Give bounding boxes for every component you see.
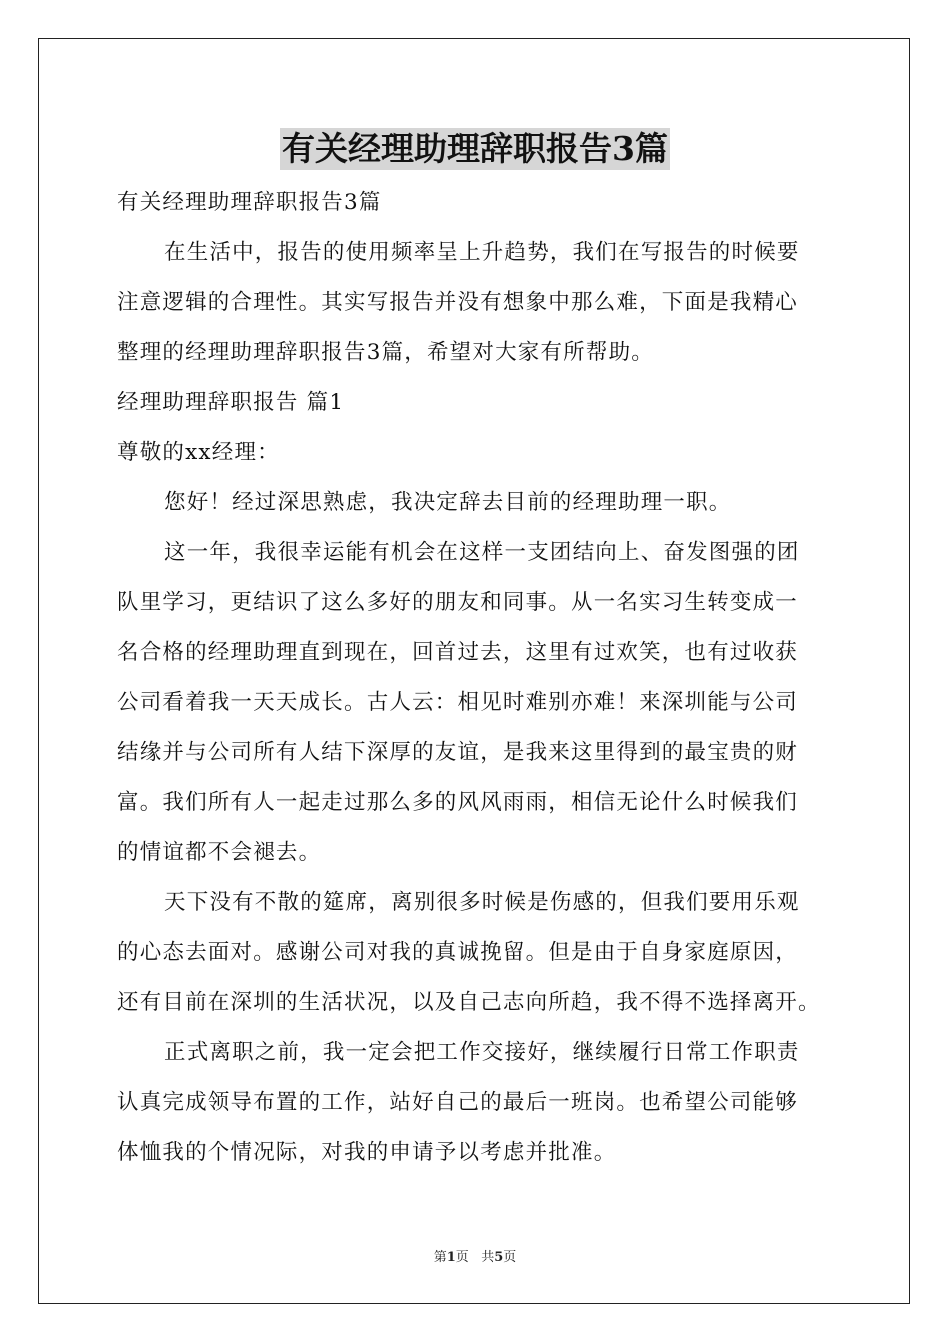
body-line: 还有目前在深圳的生活状况，以及自己志向所趋，我不得不选择离开。 [117, 990, 821, 1015]
body-line: 尊敬的xx经理： [117, 440, 280, 465]
footer-total-prefix: 共 [481, 1250, 495, 1265]
body-line: 的心态去面对。感谢公司对我的真诚挽留。但是由于自身家庭原因， [117, 940, 799, 965]
page-footer [0, 1246, 950, 1265]
body-line: 富。我们所有人一起走过那么多的风风雨雨，相信无论什么时候我们 [117, 790, 799, 815]
body-line: 经理助理辞职报告 篇1 [117, 390, 345, 415]
body-line: 您好！经过深思熟虑，我决定辞去目前的经理助理一职。 [164, 490, 732, 515]
body-line: 公司看着我一天天成长。古人云：相见时难别亦难！来深圳能与公司 [117, 690, 799, 715]
title-container [0, 128, 950, 170]
document-body [117, 178, 837, 1178]
body-line: 在生活中，报告的使用频率呈上升趋势，我们在写报告的时候要 [164, 240, 800, 265]
body-line: 结缘并与公司所有人结下深厚的友谊，是我来这里得到的最宝贵的财 [117, 740, 799, 765]
body-line: 这一年，我很幸运能有机会在这样一支团结向上、奋发图强的团 [164, 540, 800, 565]
body-line: 正式离职之前，我一定会把工作交接好，继续履行日常工作职责 [164, 1040, 800, 1065]
footer-page-prefix: 第 [433, 1250, 447, 1265]
body-line: 队里学习，更结识了这么多好的朋友和同事。从一名实习生转变成一 [117, 590, 799, 615]
body-line: 注意逻辑的合理性。其实写报告并没有想象中那么难，下面是我精心 [117, 290, 799, 315]
footer-total-suffix: 页 [503, 1250, 517, 1265]
footer-total-pages: 5 [494, 1250, 504, 1265]
body-line: 名合格的经理助理直到现在，回首过去，这里有过欢笑，也有过收获 [117, 640, 799, 665]
body-line: 的情谊都不会褪去。 [117, 840, 322, 865]
document-title: 有关经理助理辞职报告3篇 [282, 129, 668, 168]
body-line: 认真完成领导布置的工作，站好自己的最后一班岗。也希望公司能够 [117, 1090, 799, 1115]
body-line: 天下没有不散的筵席，离别很多时候是伤感的，但我们要用乐观 [164, 890, 800, 915]
footer-page-number: 1 [446, 1250, 456, 1265]
footer-page-suffix: 页 [455, 1250, 469, 1265]
body-line: 整理的经理助理辞职报告3篇，希望对大家有所帮助。 [117, 340, 654, 365]
body-line: 体恤我的个情况际，对我的申请予以考虑并批准。 [117, 1140, 617, 1165]
body-line: 有关经理助理辞职报告3篇 [117, 190, 382, 215]
